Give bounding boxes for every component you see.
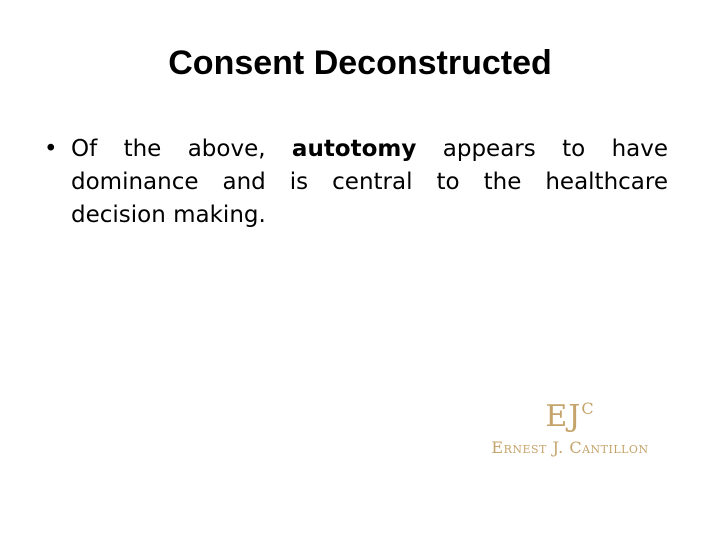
bullet-text bbox=[71, 133, 668, 232]
logo-monogram-c: C bbox=[581, 399, 595, 418]
slide-title: Consent Deconstructed bbox=[168, 44, 552, 82]
logo-monogram-ej: EJ bbox=[545, 399, 582, 434]
bullet-emphasis: autotomy bbox=[291, 136, 417, 162]
logo-name: Ernest J. Cantillon bbox=[491, 438, 649, 457]
bullet-marker: • bbox=[44, 136, 58, 162]
bullet-text-before: Of the above, bbox=[71, 136, 292, 162]
ejc-logo bbox=[470, 392, 670, 457]
bullet-text-after: appears to have dominance and is central to the healthcare decision making. bbox=[71, 136, 669, 228]
logo-monogram bbox=[470, 392, 670, 434]
bullet-item bbox=[44, 133, 668, 232]
